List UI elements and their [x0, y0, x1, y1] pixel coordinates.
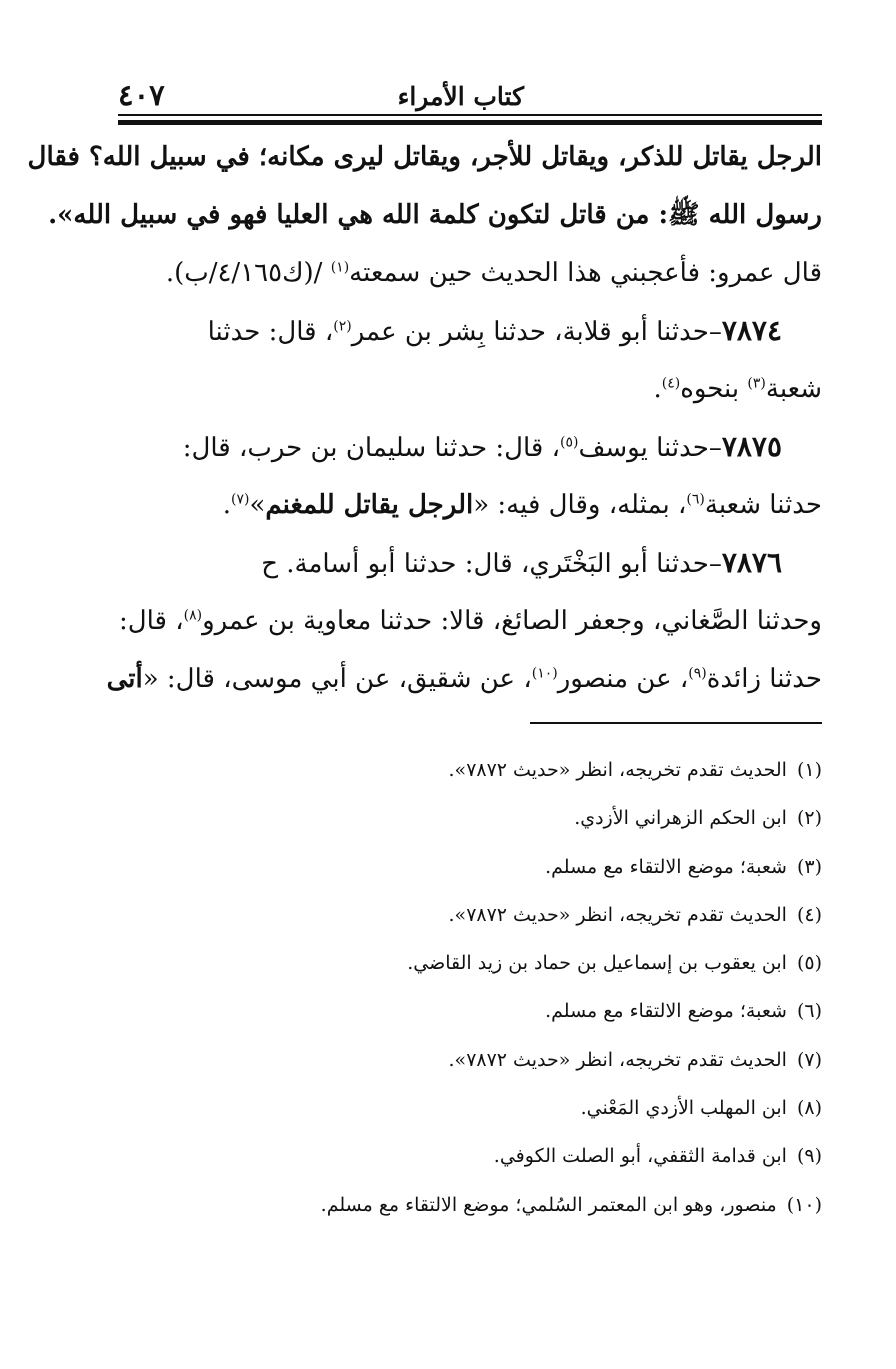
- text-segment: وحدثنا الصَّغاني، وجعفر الصائغ، قالا: حدثنا معاوية بن عمرو: [202, 606, 822, 636]
- header-rule-thin: [118, 114, 822, 116]
- footnote-text: منصور، وهو ابن المعتمر السُلمي؛ موضع الالتقاء مع مسلم.: [320, 1193, 777, 1216]
- text-segment: –حدثنا أبو قلابة، حدثنا بِشر بن عمر: [351, 317, 722, 347]
- text-segment: ، قال:: [118, 606, 184, 636]
- footnote-number: (١٠): [786, 1193, 822, 1216]
- footnote-number: (٩): [796, 1145, 822, 1168]
- text-segment: حدثنا زائدة: [706, 664, 822, 694]
- text-line: [118, 360, 822, 418]
- footnote: [118, 939, 822, 987]
- text-segment: شعبة: [765, 374, 822, 404]
- text-segment: رسول الله ﷺ: من قاتل لتكون كلمة الله هي العليا فهو في سبيل الله».: [48, 200, 822, 230]
- footnote-text: ابن يعقوب بن إسماعيل بن حماد بن زيد القاضي.: [407, 952, 787, 975]
- footnote-ref[interactable]: (١): [330, 259, 350, 276]
- hadith-7876-line: [118, 534, 822, 592]
- text-line: [118, 592, 822, 650]
- footnote-separator: [530, 722, 822, 724]
- text-segment: ، بمثله، وقال فيه: «: [473, 490, 687, 520]
- text-segment: ، عن شقيق، عن أبي موسى، قال: «: [142, 664, 532, 694]
- footnote: [118, 1084, 822, 1132]
- text-line: [118, 476, 822, 534]
- text-line: [48, 186, 822, 244]
- page-number: ٤٠٧: [118, 78, 165, 112]
- text-segment: .: [653, 374, 662, 404]
- footnote-ref[interactable]: (٨): [183, 607, 203, 624]
- text-segment: /(ك٤/١٦٥/ب).: [165, 258, 331, 288]
- footnote-ref[interactable]: (٩): [688, 665, 707, 682]
- text-segment: ، قال: حدثنا: [207, 317, 334, 347]
- quoted-text: أتى: [106, 664, 143, 694]
- text-segment: ، عن منصور: [557, 664, 689, 694]
- footnote-ref[interactable]: (٧): [230, 491, 250, 508]
- running-head: كتاب الأمراء: [397, 82, 524, 111]
- footnote-ref[interactable]: (٢): [333, 318, 352, 335]
- text-segment: الرجل يقاتل للذكر، ويقاتل للأجر، ويقاتل ليرى مكانه؛ في سبيل الله؟ فقال: [27, 142, 822, 172]
- footnote-number: (٢): [796, 807, 822, 830]
- hadith-number: ٧٨٧٦: [721, 546, 782, 579]
- footnote-text: ابن المهلب الأزدي المَعْني.: [580, 1097, 787, 1120]
- text-segment: »: [249, 490, 266, 520]
- text-segment: ، قال: حدثنا سليمان بن حرب، قال:: [182, 433, 561, 463]
- footnote-number: (٣): [796, 855, 822, 878]
- footnote-number: (٦): [796, 1000, 822, 1023]
- footnote-ref[interactable]: (٣): [747, 375, 766, 392]
- footnote: [118, 843, 822, 891]
- text-segment: بنحوه: [680, 374, 748, 404]
- footnote-text: الحديث تقدم تخريجه، انظر «حديث ٧٨٧٢».: [448, 903, 787, 926]
- footnote-number: (٥): [796, 952, 822, 975]
- footnote: [118, 987, 822, 1035]
- text-segment: .: [222, 490, 231, 520]
- footnote-text: شعبة؛ موضع الالتقاء مع مسلم.: [545, 855, 787, 878]
- footnote-ref[interactable]: (١٠): [531, 665, 558, 682]
- footnote-ref[interactable]: (٦): [686, 491, 705, 508]
- footnote: [118, 1036, 822, 1084]
- hadith-number: ٧٨٧٥: [721, 430, 782, 463]
- footnotes: [118, 746, 822, 1229]
- footnote: [118, 746, 822, 794]
- footnote-number: (٨): [796, 1097, 822, 1120]
- footnote: [118, 891, 822, 939]
- footnote-text: شعبة؛ موضع الالتقاء مع مسلم.: [545, 1000, 787, 1023]
- footnote-ref[interactable]: (٥): [560, 434, 579, 451]
- footnote-text: الحديث تقدم تخريجه، انظر «حديث ٧٨٧٢».: [448, 759, 787, 781]
- text-line: [106, 650, 822, 708]
- footnote: [118, 794, 822, 842]
- quoted-text: الرجل يقاتل للمغنم: [265, 490, 474, 520]
- footnote-number: (١): [796, 759, 822, 781]
- hadith-number: ٧٨٧٤: [721, 314, 782, 347]
- footnote: [118, 1181, 822, 1229]
- text-line: [118, 244, 822, 302]
- text-line: [27, 128, 822, 186]
- footnote-text: ابن قدامة الثقفي، أبو الصلت الكوفي.: [493, 1145, 787, 1168]
- footnote-number: (٤): [796, 903, 822, 926]
- text-segment: –حدثنا أبو البَخْتَري، قال: حدثنا أبو أسامة. ح: [261, 549, 722, 579]
- text-segment: –حدثنا يوسف: [578, 433, 722, 463]
- hadith-7875-line: [118, 418, 822, 476]
- footnote-text: ابن الحكم الزهراني الأزدي.: [574, 807, 787, 830]
- page-header: [118, 78, 822, 112]
- footnote: [118, 1132, 822, 1180]
- hadith-7874-line: [118, 302, 822, 360]
- text-segment: حدثنا شعبة: [704, 490, 822, 520]
- text-segment: قال عمرو: فأعجبني هذا الحديث حين سمعته: [349, 258, 822, 288]
- footnote-ref[interactable]: (٤): [661, 375, 681, 392]
- header-rule-thick: [118, 120, 822, 125]
- footnote-number: (٧): [796, 1048, 822, 1071]
- main-text: [27, 128, 822, 708]
- footnote-text: الحديث تقدم تخريجه، انظر «حديث ٧٨٧٢».: [448, 1048, 787, 1071]
